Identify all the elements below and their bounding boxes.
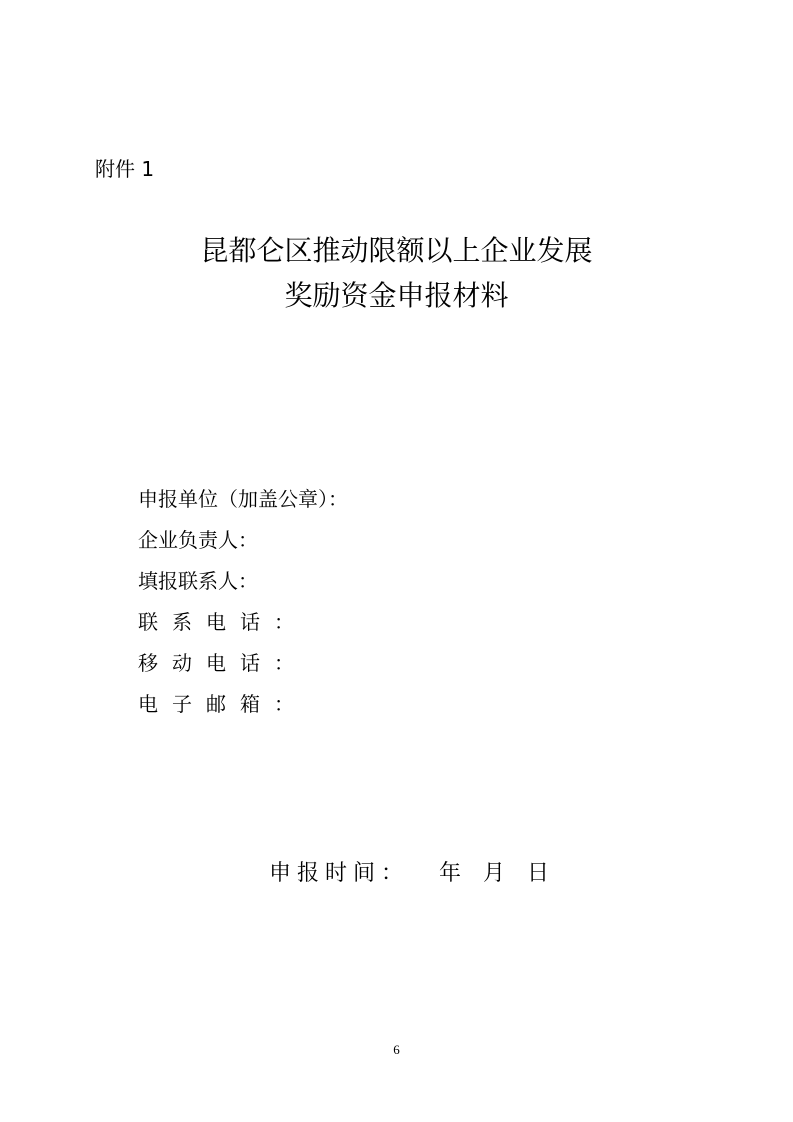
field-contact-person: 填报联系人：	[138, 569, 258, 593]
field-enterprise-leader: 企业负责人：	[138, 528, 258, 552]
date-label: 申报时间：	[269, 861, 410, 886]
attachment-label: 附件 1	[95, 157, 155, 181]
date-day: 日	[527, 861, 550, 886]
page-number: 6	[393, 1042, 400, 1057]
date-month: 月	[483, 861, 506, 886]
date-year: 年	[439, 861, 462, 886]
application-date	[269, 858, 549, 890]
field-email: 电子邮箱：	[138, 692, 308, 716]
field-applicant-unit: 申报单位（加盖公章）：	[138, 487, 348, 511]
field-mobile-phone: 移动电话：	[138, 651, 308, 675]
document-title-line-2: 奖励资金申报材料	[284, 279, 509, 312]
field-contact-phone: 联系电话：	[138, 610, 308, 634]
applicant-info-fields	[138, 484, 348, 730]
document-title-line-1: 昆都仑区推动限额以上企业发展	[200, 234, 593, 267]
